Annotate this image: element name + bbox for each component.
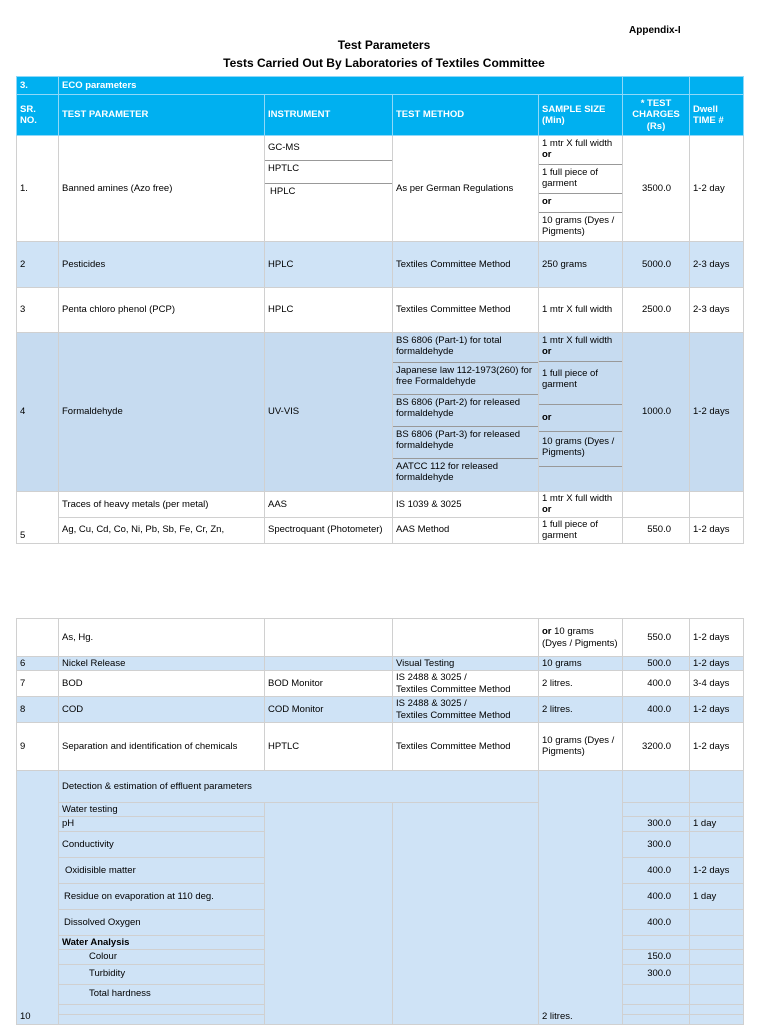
table-row: 7 BOD BOD Monitor IS 2488 & 3025 / Textiles Committee Method 2 litres. 400.0 3-4 days bbox=[17, 671, 744, 697]
appendix-label: Appendix-I bbox=[629, 25, 681, 36]
eco-parameters-table-continued: As, Hg. or 10 grams (Dyes / Pigments) 550.0 1-2 days 6 Nickel Release Visual Testing 10 grams 500.0 1-2 days 7 BOD BOD Monitor IS 2488 & 3025 / Textiles Committee Method 2 litres. 400.0 3-4 days 8 COD COD Monitor IS 2488 & 3025 / Textiles Committee Method 2 litres. 400.0 1-2 days 9 Separation and identification of chemicals HPTLC Textiles Committee Method 10 grams (Dyes / Pigments) 3200.0 1-2 days 10 Detection & estimation of effluent parameters 2 litres. Water testing pH 300.0 1 day Conductivity 300.0 Oxidisible matter 400.0 1-2 days Residue on evaporation at 110 deg. 400.0 1 day Dissolved Oxygen 400.0 Water Analysis Colour 150.0 Turbidity 300.0 Total hardness bbox=[16, 618, 744, 1025]
col-sr: SR. NO. bbox=[17, 95, 59, 136]
row-param: Banned amines (Azo free) bbox=[59, 136, 265, 242]
page-title: Test Parameters bbox=[337, 38, 431, 52]
eco-parameters-table bbox=[16, 76, 744, 544]
col-instrument: INSTRUMENT bbox=[265, 95, 393, 136]
row-sample: 1 mtr X full width or 1 full piece of garment or 10 grams (Dyes / Pigments) bbox=[539, 136, 623, 242]
table-row: 6 Nickel Release Visual Testing 10 grams 500.0 1-2 days bbox=[17, 657, 744, 671]
col-charges: * TEST CHARGES (Rs) bbox=[623, 95, 690, 136]
table-row: 4 Formaldehyde UV-VIS BS 6806 (Part-1) for total formaldehyde Japanese law 112-1973(260) for free Formaldehyde BS 6806 (Part-2) for released formaldehyde BS 6806 (Part-3) for released formaldehyde AATCC 112 for released formaldehyde 1 mtr X full width or 1 full piece of garment or 10 grams (Dyes / Pigments) 1000.0 1-2 days bbox=[17, 333, 744, 492]
row-charges: 3500.0 bbox=[623, 136, 690, 242]
section-row bbox=[17, 77, 744, 95]
table-row: 3 Penta chloro phenol (PCP) HPLC Textiles Committee Method 1 mtr X full width 2500.0 2-3 days bbox=[17, 288, 744, 333]
table-row: 5 Traces of heavy metals (per metal) AAS IS 1039 & 3025 1 mtr X full width or bbox=[17, 492, 744, 518]
col-sample: SAMPLE SIZE (Min) bbox=[539, 95, 623, 136]
table-row: Ag, Cu, Cd, Co, Ni, Pb, Sb, Fe, Cr, Zn, Spectroquant (Photometer) AAS Method 1 full piece of garment 550.0 1-2 days bbox=[17, 517, 744, 543]
row-sr: 1. bbox=[17, 136, 59, 242]
table-row: As, Hg. or 10 grams (Dyes / Pigments) 550.0 1-2 days bbox=[17, 619, 744, 657]
row-instrument: GC-MS HPTLC HPLC bbox=[265, 136, 393, 242]
table-row bbox=[17, 136, 744, 242]
row-dwell: 1-2 day bbox=[690, 136, 744, 242]
row-method: As per German Regulations bbox=[393, 136, 539, 242]
section-label: ECO parameters bbox=[59, 77, 623, 95]
col-method: TEST METHOD bbox=[393, 95, 539, 136]
table-row: 2 Pesticides HPLC Textiles Committee Method 250 grams 5000.0 2-3 days bbox=[17, 242, 744, 288]
col-dwell: Dwell TIME # bbox=[690, 95, 744, 136]
table-row: 9 Separation and identification of chemicals HPTLC Textiles Committee Method 10 grams (Dyes / Pigments) 3200.0 1-2 days bbox=[17, 722, 744, 770]
table-row: 10 Detection & estimation of effluent parameters 2 litres. bbox=[17, 770, 744, 802]
page-subtitle: Tests Carried Out By Laboratories of Textiles Committee bbox=[223, 56, 545, 70]
column-header-row bbox=[17, 95, 744, 136]
section-number: 3. bbox=[17, 77, 59, 95]
table-row: 8 COD COD Monitor IS 2488 & 3025 / Textiles Committee Method 2 litres. 400.0 1-2 days bbox=[17, 697, 744, 723]
col-param: TEST PARAMETER bbox=[59, 95, 265, 136]
